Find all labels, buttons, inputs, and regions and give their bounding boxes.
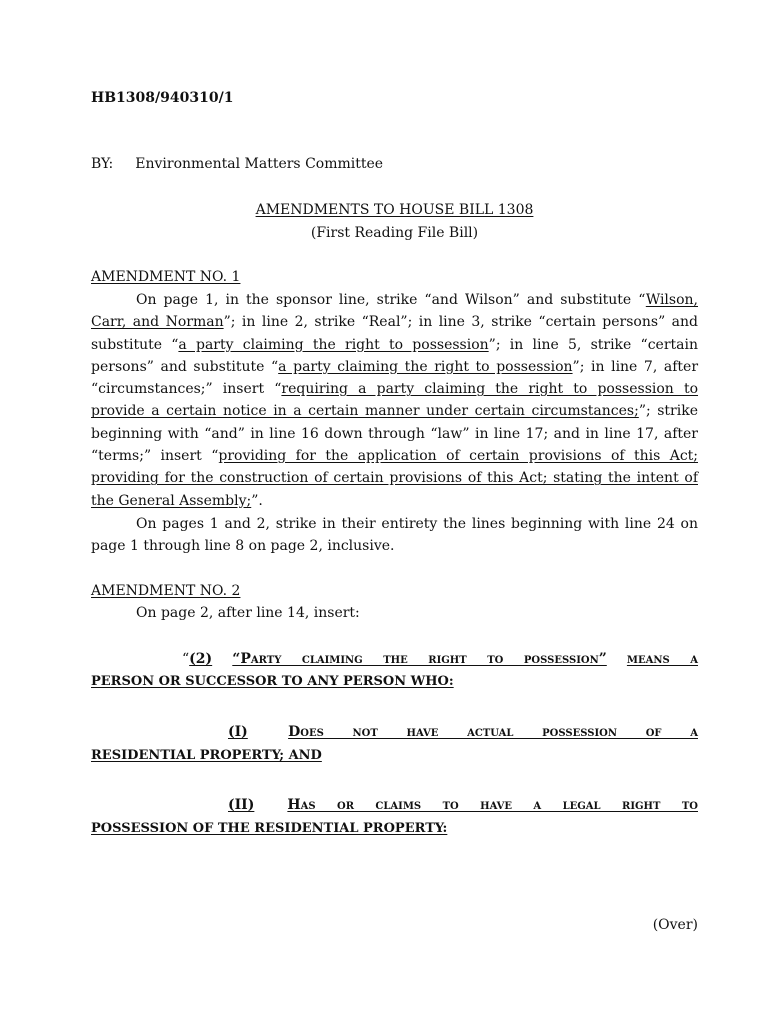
item-ii-line (91, 794, 698, 816)
amendments-heading (91, 199, 698, 221)
document-page (91, 0, 698, 1024)
item-ii-number: (II) (228, 797, 255, 813)
definition-line: “(2) “Party claiming the right to possession” means a (182, 651, 699, 667)
document-id: HB1308/940310/1 (91, 90, 234, 106)
amendment-2-heading: AMENDMENT NO. 2 (91, 583, 241, 599)
amendments-title: AMENDMENTS TO HOUSE BILL 1308 (255, 202, 534, 218)
committee-name: Environmental Matters Committee (135, 156, 384, 172)
definition-term: “Party claiming the right to possession” (232, 651, 607, 667)
item-i-line (91, 721, 698, 743)
inserted-text: Wilson, Carr, and Norman (91, 292, 698, 331)
by-line (91, 153, 698, 175)
item-i-text: Does not have actual possession of a (288, 724, 698, 740)
item-i-continuation: RESIDENTIAL PROPERTY; AND (91, 748, 322, 763)
amendment-1-heading: AMENDMENT NO. 1 (91, 269, 241, 285)
definition-continuation: PERSON OR SUCCESSOR TO ANY PERSON WHO: (91, 674, 454, 689)
item-ii-continuation: POSSESSION OF THE RESIDENTIAL PROPERTY: (91, 821, 448, 836)
item-ii-text: Has or claims to have a legal right to (287, 797, 698, 813)
amendment-1-paragraph-2: On pages 1 and 2, strike in their entirety the lines beginning with line 24 on page 1 through line 8 on page 2, inclusive. (91, 516, 698, 555)
amendment-1-paragraph-1: On page 1, in the sponsor line, strike “and Wilson” and substitute “Wilson, Carr, and Norman”; in line 2, strike “Real”; in line 3, strike “certain persons” and substitute “a party claiming the right to possession”; in line 5, strike “certain persons” and substitute “a party claiming the right to possession”; in line 7, after “circumstances;” insert “requiring a party claiming the right to possession to provide a certain notice in a certain manner under certain circumstances;”; strike beginning with “and” in line 16 down through “law” in line 17; and in line 17, after “terms;” insert “providing for the application of certain provisions of this Act; providing for the construction of certain provisions of this Act; stating the intent of the General Assembly;”. (91, 292, 699, 509)
amendment-2-intro: On page 2, after line 14, insert: (136, 605, 360, 621)
inserted-text: a party claiming the right to possession (278, 358, 573, 375)
inserted-text: a party claiming the right to possession (178, 336, 489, 353)
first-reading-subheading: (First Reading File Bill) (310, 225, 479, 241)
over-note: (Over) (652, 917, 698, 933)
inserted-text: providing for the application of certain provisions of this Act; providing for the construction of certain provisions of this Act; stating the intent of the General Assembly; (91, 448, 698, 509)
by-label: BY: (91, 156, 114, 172)
item-i-number: (I) (228, 724, 248, 740)
definition-number: (2) (189, 651, 213, 667)
inserted-text: requiring a party claiming the right to possession to provide a certain notice in a certain manner under certain circumstances; (91, 381, 699, 420)
